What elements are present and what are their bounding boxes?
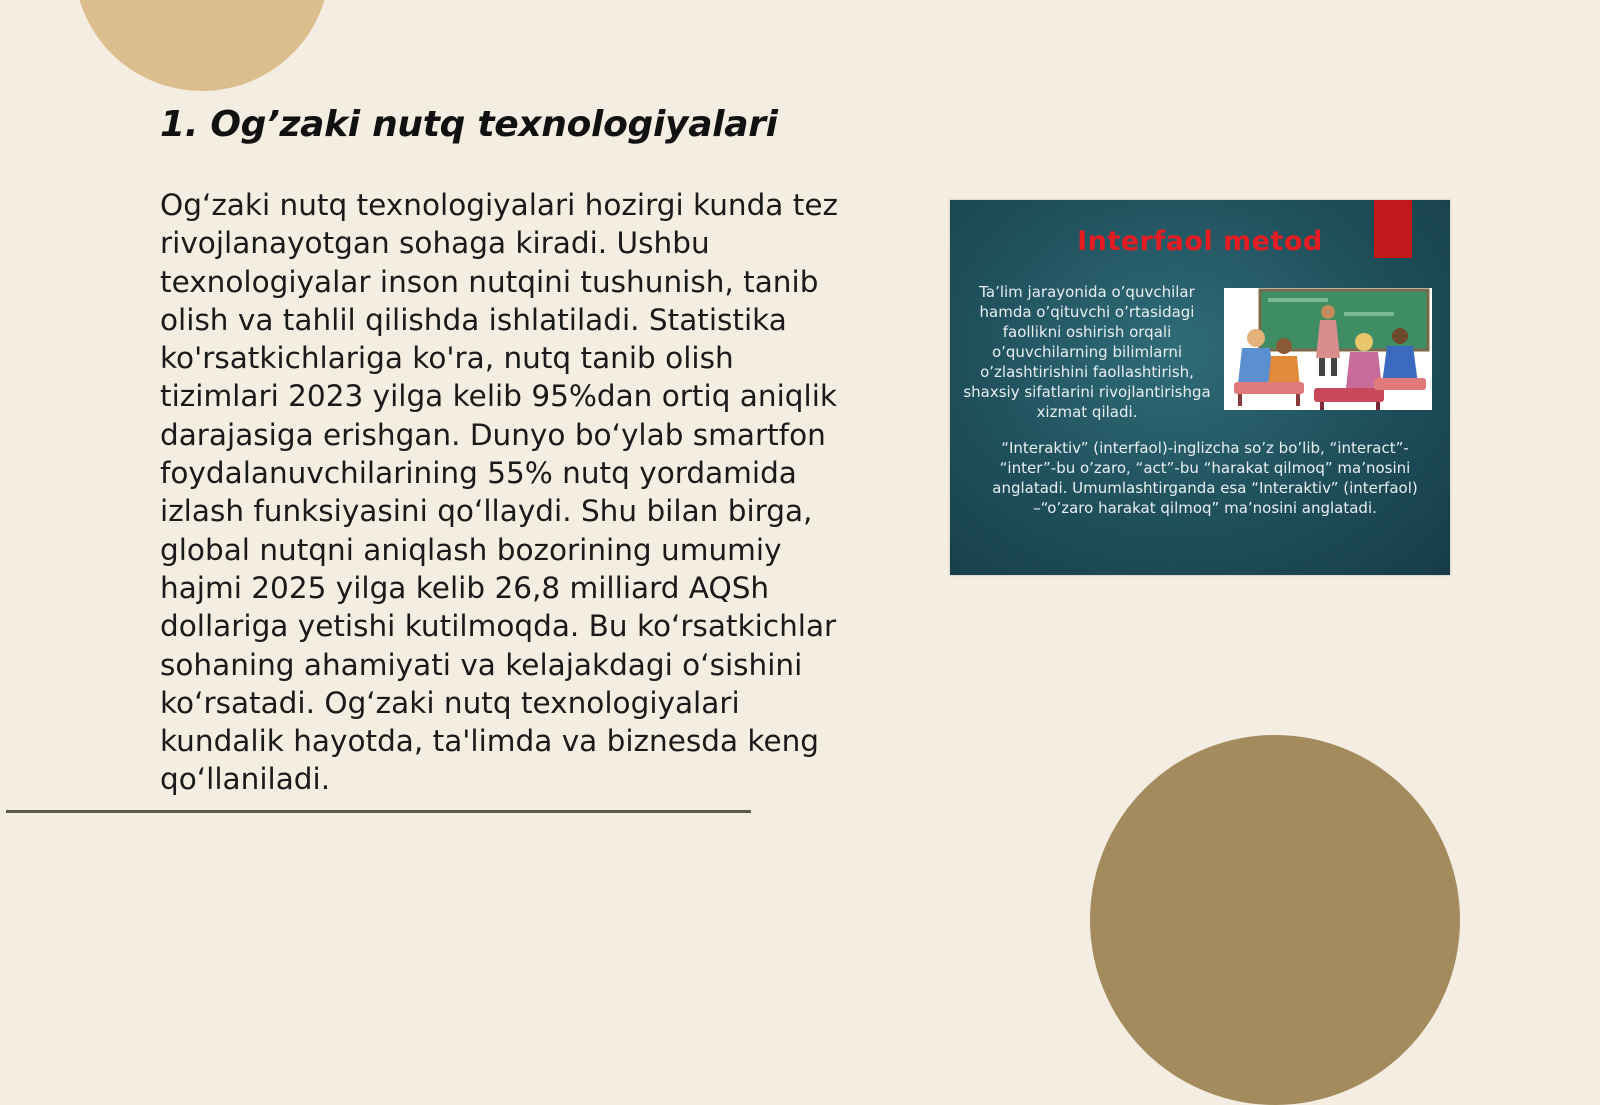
image-card-title: Interfaol metod [1077, 226, 1323, 257]
decorative-circle-bottom [1090, 735, 1460, 1105]
slide-body-text: Og‘zaki nutq texnologiyalari hozirgi kunda tez rivojlanayotgan sohaga kiradi. Ushbu texnologiyalar inson nutqini tushunish, tanib olish va tahlil qilishda ishlatiladi. Statistika ko'rsatkichlariga ko'ra, nutq tanib olish tizimlari 2023 yilga kelib 95%dan ortiq aniqlik darajasiga erishgan. Dunyo bo‘ylab smartfon foydalanuvchilarining 55% nutq yordamida izlash funksiyasini qo‘llaydi. Shu bilan birga, global nutqni aniqlash bozorining umumiy hajmi 2025 yilga kelib 26,8 milliard AQSh dollariga yetishi kutilmoqda. Bu ko‘rsatkichlar sohaning ahamiyati va kelajakdagi o‘sishini ko‘rsatadi. Og‘zaki nutq texnologiyalari kundalik hayotda, ta'limda va biznesda keng qo‘llaniladi. [160, 188, 838, 797]
interfaol-metod-image [950, 200, 1450, 575]
image-card-paragraph-2: “Interaktiv” (interfaol)-inglizcha so’z bo’lib, “interact”- “inter”-bu o’zaro, “act”-bu “harakat qilmoq” ma’nosini anglatadi. Umumlashtirganda esa “Interaktiv” (interfaol) –“o’zaro harakat qilmoq” ma’nosini anglatadi. [992, 439, 1418, 517]
decorative-circle-top [74, 0, 330, 91]
slide-title: 1. Og’zaki nutq texnologiyalari [160, 104, 778, 145]
image-card-paragraph-1: Ta’lim jarayonida o’quvchilar hamda o’qituvchi o’rtasidagi faollikni oshirish orqali o’quvchilarning bilimlarni o’zlashtirishini faollashtirish, shaxsiy sifatlarini rivojlantirishga xizmat qiladi. [963, 283, 1211, 421]
divider-line [6, 810, 751, 813]
classroom-illustration [1224, 288, 1432, 410]
classroom-icon [1224, 288, 1432, 410]
